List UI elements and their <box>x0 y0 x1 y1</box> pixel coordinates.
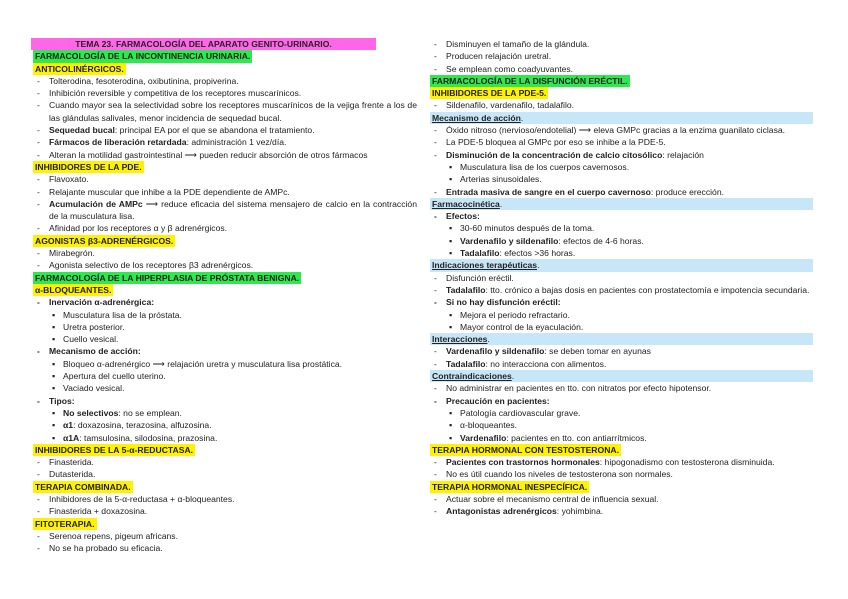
subheading: Contraindicaciones. <box>430 370 813 382</box>
heading: α-BLOQUEANTES. <box>35 284 112 295</box>
list-item: - Finasterida. <box>35 456 417 468</box>
list-item: - No es útil cuando los niveles de testosterona son normales. <box>432 468 813 480</box>
sub-item: ▪ 30-60 minutos después de la toma. <box>432 222 813 234</box>
list-item: - No se ha probado su eficacia. <box>35 542 417 554</box>
list-item: - Disminuyen el tamaño de la glándula. <box>432 38 813 50</box>
sub-item: ▪ Mayor control de la eyaculación. <box>432 321 813 333</box>
sub-item: ▪ Vardenafilo: pacientes en tto. con antiarrítmicos. <box>432 432 813 444</box>
heading: FITOTERAPIA. <box>35 518 95 529</box>
list-item: - Óxido nitroso (nervioso/endotelial) ⟶ eleva GMPc gracias a la enzima guanilato ciclasa. <box>432 124 813 136</box>
list-item: - Producen relajación uretral. <box>432 50 813 62</box>
list-item: - Tolterodina, fesoterodina, oxibutinina, propiverina. <box>35 75 417 87</box>
list-item: - Sequedad bucal: principal EA por el que se abandona el tratamiento. <box>35 124 417 136</box>
section-title: FARMACOLOGÍA DE LA HIPERPLASIA DE PRÓSTATA BENIGNA. <box>35 272 300 283</box>
section-title: FARMACOLOGÍA DE LA DISFUNCIÓN ERÉCTIL. <box>432 75 628 86</box>
subheading: Mecanismo de acción. <box>430 112 813 124</box>
list-item: - Fármacos de liberación retardada: administración 1 vez/día. <box>35 136 417 148</box>
list-item: - Precaución en pacientes: <box>432 395 813 407</box>
list-item: - La PDE-5 bloquea al GMPc por eso se inhibe a la PDE-5. <box>432 136 813 148</box>
list-item: - Flavoxato. <box>35 173 417 185</box>
list-item: - Tadalafilo: no interacciona con alimentos. <box>432 358 813 370</box>
heading: TERAPIA HORMONAL INESPECÍFICA. <box>432 481 588 492</box>
list-item: - Sildenafilo, vardenafilo, tadalafilo. <box>432 99 813 111</box>
list-item: - Tadalafilo: tto. crónico a bajas dosis en pacientes con prostatectomía e impotencia secundaria. <box>432 284 813 296</box>
sub-item: ▪ Musculatura lisa de los cuerpos cavernosos. <box>432 161 813 173</box>
list-item: - Mirabegrón. <box>35 247 417 259</box>
sub-item: ▪ Bloqueo α-adrenérgico ⟶ relajación uretra y musculatura lisa prostática. <box>35 358 417 370</box>
sub-item: ▪ Patología cardiovascular grave. <box>432 407 813 419</box>
heading: INHIBIDORES DE LA PDE-5. <box>432 88 547 99</box>
sub-item: ▪ Musculatura lisa de la próstata. <box>35 309 417 321</box>
list-item: - Cuando mayor sea la selectividad sobre los receptores muscarínicos de la vejiga frente a los de las glándulas salivales, menor incidencia de sequedad bucal. <box>35 99 417 124</box>
list-item: - Afinidad por los receptores α y β adrenérgicos. <box>35 222 417 234</box>
list-item: - Actuar sobre el mecanismo central de influencia sexual. <box>432 493 813 505</box>
left-column <box>35 38 417 554</box>
list-item: - Agonista selectivo de los receptores β3 adrenérgicos. <box>35 259 417 271</box>
list-item: - Disfunción eréctil. <box>432 272 813 284</box>
heading: ANTICOLINÉRGICOS. <box>35 63 124 74</box>
list-item: - Entrada masiva de sangre en el cuerpo cavernoso: produce erección. <box>432 186 813 198</box>
list-item: - Acumulación de AMPc ⟶ reduce eficacia del sistema mensajero de calcio en la contracción de la musculatura lisa. <box>35 198 417 223</box>
list-item: - Finasterida + doxazosina. <box>35 505 417 517</box>
list-item: - Serenoa repens, pigeum africans. <box>35 530 417 542</box>
sub-item: ▪ Arterias sinusoidales. <box>432 173 813 185</box>
heading: TERAPIA COMBINADA. <box>35 481 131 492</box>
list-item: - Antagonistas adrenérgicos: yohimbina. <box>432 505 813 517</box>
subheading: Farmacocinética. <box>430 198 813 210</box>
sub-item: ▪ Uretra posterior. <box>35 321 417 333</box>
list-item: - Efectos: <box>432 210 813 222</box>
sub-item: ▪ Vaciado vesical. <box>35 382 417 394</box>
list-item: - Relajante muscular que inhibe a la PDE dependiente de AMPc. <box>35 186 417 198</box>
sub-item: ▪ Tadalafilo: efectos >36 horas. <box>432 247 813 259</box>
heading: INHIBIDORES DE LA 5-α-REDUCTASA. <box>35 444 194 455</box>
right-column <box>432 38 813 518</box>
list-item: - Mecanismo de acción: <box>35 345 417 357</box>
list-item: - Se emplean como coadyuvantes. <box>432 63 813 75</box>
heading: AGONISTAS β3-ADRENÉRGICOS. <box>35 235 174 246</box>
list-item: - Inervación α-adrenérgica: <box>35 296 417 308</box>
list-item: - Alteran la motilidad gastrointestinal ⟶ pueden reducir absorción de otros fármacos <box>35 149 417 161</box>
list-item: - Inhibición reversible y competitiva de los receptores muscarínicos. <box>35 87 417 99</box>
heading: INHIBIDORES DE LA PDE. <box>35 161 142 172</box>
list-item: - Disminución de la concentración de calcio citosólico: relajación <box>432 149 813 161</box>
sub-item: ▪ Vardenafilo y sildenafilo: efectos de 4-6 horas. <box>432 235 813 247</box>
page-title: TEMA 23. FARMACOLOGÍA DEL APARATO GENITO-URINARIO. <box>31 38 376 50</box>
list-item: - Pacientes con trastornos hormonales: hipogonadismo con testosterona disminuida. <box>432 456 813 468</box>
list-item: - Tipos: <box>35 395 417 407</box>
sub-item: ▪ No selectivos: no se emplean. <box>35 407 417 419</box>
sub-item: ▪ α1: doxazosina, terazosina, alfuzosina. <box>35 419 417 431</box>
sub-item: ▪ α1A: tamsulosina, silodosina, prazosina. <box>35 432 417 444</box>
subheading: Indicaciones terapéuticas. <box>430 259 813 271</box>
sub-item: ▪ Apertura del cuello uterino. <box>35 370 417 382</box>
heading: TERAPIA HORMONAL CON TESTOSTERONA. <box>432 444 620 455</box>
list-item: - Si no hay disfunción eréctil: <box>432 296 813 308</box>
sub-item: ▪ α-bloqueantes. <box>432 419 813 431</box>
section-title: FARMACOLOGÍA DE LA INCONTINENCIA URINARIA. <box>35 51 251 62</box>
subheading: Interacciones. <box>430 333 813 345</box>
list-item: - Dutasterida. <box>35 468 417 480</box>
list-item: - No administrar en pacientes en tto. con nitratos por efecto hipotensor. <box>432 382 813 394</box>
sub-item: ▪ Cuello vesical. <box>35 333 417 345</box>
list-item: - Inhibidores de la 5-α-reductasa + α-bloqueantes. <box>35 493 417 505</box>
sub-item: ▪ Mejora el periodo refractario. <box>432 309 813 321</box>
list-item: - Vardenafilo y sildenafilo: se deben tomar en ayunas <box>432 345 813 357</box>
